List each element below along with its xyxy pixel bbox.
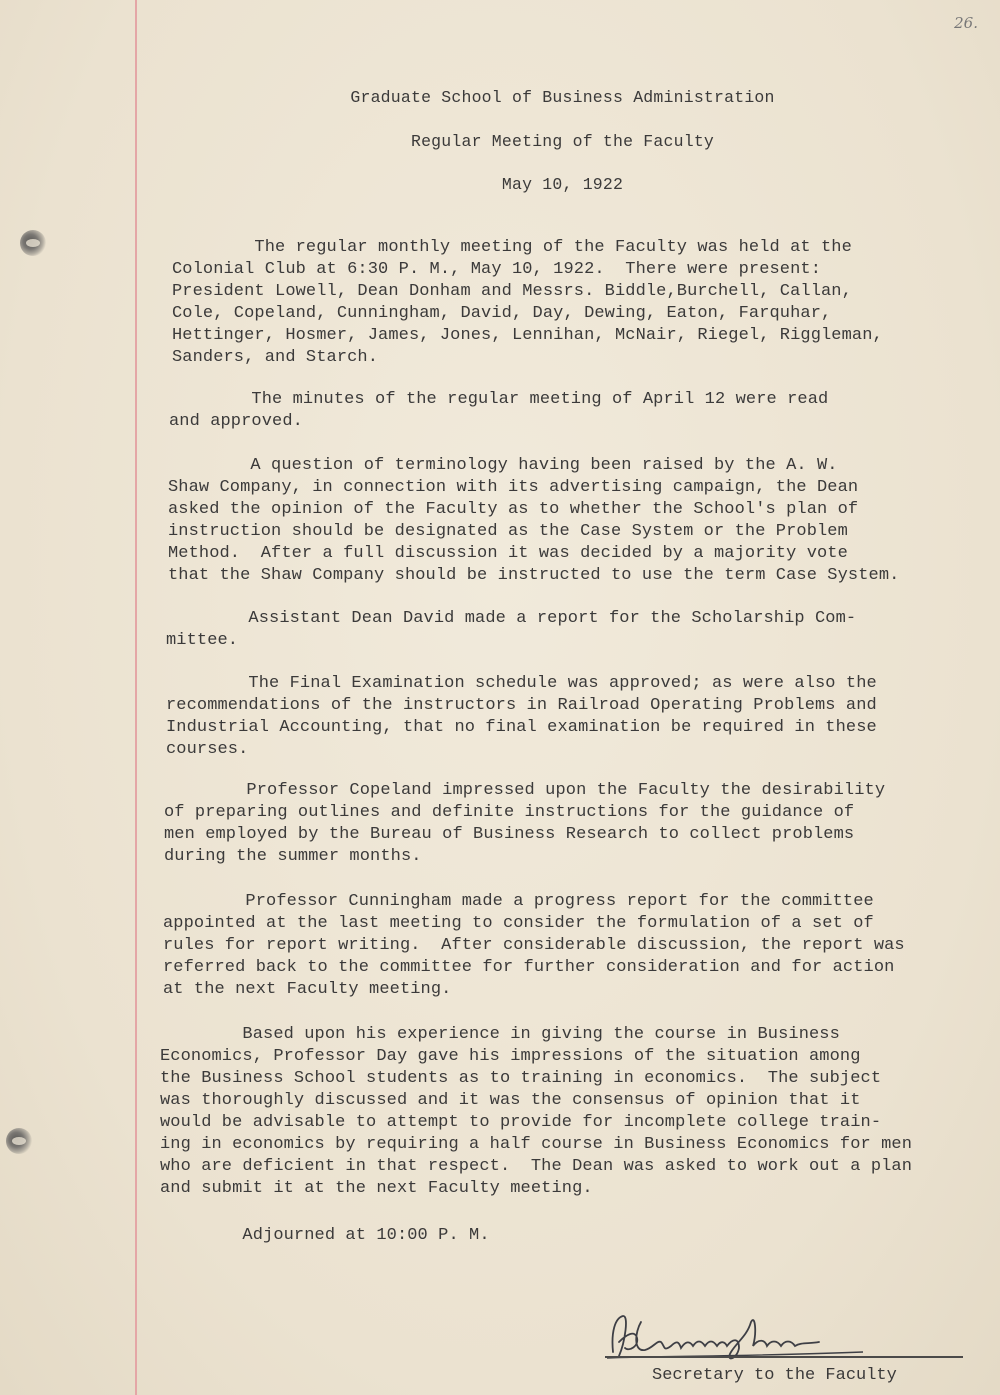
paragraph-cunningham: Professor Cunningham made a progress report for the committee appointed at the last meeting to consider the formulation of a set of rules for report writing. After considerable discussion, the report was referred back to the committee for further consideration and for action at the next Faculty meeting. — [163, 892, 905, 999]
paragraph-terminology: A question of terminology having been raised by the A. W. Shaw Company, in connection with its advertising campaign, the Dean asked the opinion of the Faculty as to whether the School's plan of instruction should be designated as the Case System or the Problem Method. After a full discussion it was decided by a majority vote that the Shaw Company should be instructed to use the term Case System. — [168, 456, 900, 585]
meeting-title: Regular Meeting of the Faculty — [410, 132, 715, 151]
margin-rule — [135, 0, 137, 1395]
paragraph-adjourned: Adjourned at 10:00 P. M. — [160, 1226, 490, 1245]
punch-hole-bottom — [6, 1128, 32, 1154]
punch-hole-top — [20, 230, 46, 256]
school-title: Graduate School of Business Administration — [350, 88, 775, 107]
page-number: 26. — [954, 14, 978, 32]
paragraph-attendance: The regular monthly meeting of the Faculty was held at the Colonial Club at 6:30 P. M., May 10, 1922. There were present: President Lowell, Dean Donham and Messrs. Biddle,Burchell, Callan, Cole, Copeland, Cunningham, David, Day, Dewing, Eaton, Farquhar, Hettinger, Hosmer, James, Jones, Lennihan, McNair, Riegel, Riggleman, Sanders, and Starch. — [172, 238, 883, 367]
paragraph-copeland: Professor Copeland impressed upon the Faculty the desirability of preparing outlines and definite instructions for the guidance of men employed by the Bureau of Business Research to collect problems during the summer months. — [164, 781, 886, 866]
paragraph-minutes: The minutes of the regular meeting of April 12 were read and approved. — [169, 390, 829, 431]
paragraph-examinations: The Final Examination schedule was approved; as were also the recommendations of the instructors in Railroad Operating Problems and Industrial Accounting, that no final examination be required in these courses. — [166, 674, 877, 759]
meeting-date: May 10, 1922 — [501, 175, 624, 194]
signature-caption: Secretary to the Faculty — [652, 1366, 897, 1385]
signature-line — [605, 1356, 963, 1358]
paragraph-scholarship: Assistant Dean David made a report for the Scholarship Com- mittee. — [166, 609, 857, 650]
paragraph-day: Based upon his experience in giving the course in Business Economics, Professor Day gave his impressions of the situation among the Business School students as to training in economics. The subject was thoroughly discussed and it was the consensus of opinion that it would be advisable to attempt to provide for incomplete college train- ing in economics by requiring a half course in Business Economics for men who are deficient in that respect. The Dean was asked to work out a plan and submit it at the next Faculty meeting. — [160, 1025, 913, 1198]
